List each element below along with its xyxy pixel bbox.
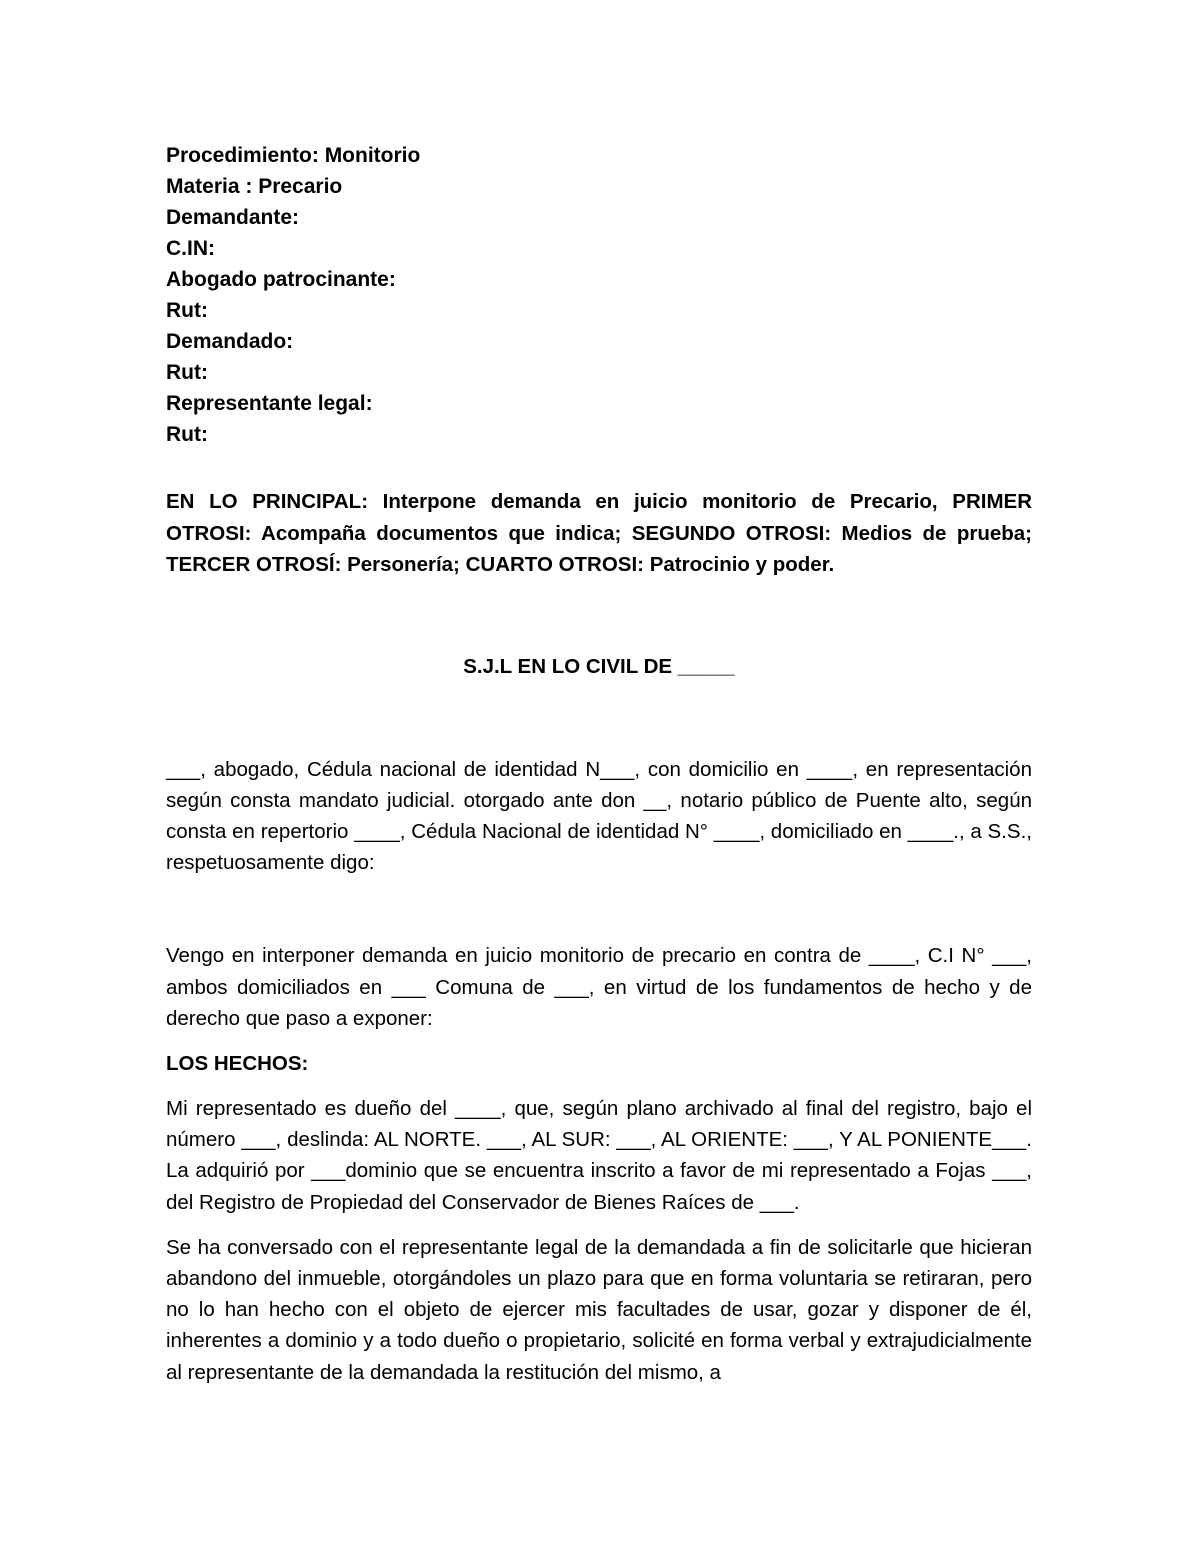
header-demandado: Demandado: bbox=[166, 330, 294, 353]
header-representante: Representante legal: bbox=[166, 392, 373, 415]
header-rut-representante: Rut: bbox=[166, 423, 208, 446]
hechos-paragraph-1: Mi representado es dueño del ____, que, según plano archivado al final del registro, bajo el número ___, deslinda: AL NORTE. ___, AL SUR: ___, AL ORIENTE: ___, Y AL PONIENTE___. La adquirió por ___dominio que se encuentra inscrito a favor de mi representado a Fojas ___, del Registro de Propiedad del Conservador de Bienes Raíces de ___. bbox=[166, 1096, 1032, 1214]
petition-paragraph: Vengo en interponer demanda en juicio monitorio de precario en contra de ____, C.I N° ___, ambos domiciliados en ___ Comuna de ___, en virtud de los fundamentos de hecho y de derecho que paso a exponer: bbox=[166, 944, 1032, 1030]
header-abogado: Abogado patrocinante: bbox=[166, 268, 396, 291]
header-rut-abogado: Rut: bbox=[166, 299, 208, 322]
section-title-hechos: LOS HECHOS: bbox=[166, 1051, 309, 1075]
case-header bbox=[166, 140, 1032, 450]
header-demandante: Demandante: bbox=[166, 206, 300, 229]
header-rut-demandado: Rut: bbox=[166, 361, 208, 384]
intro-paragraph: ___, abogado, Cédula nacional de identidad N___, con domicilio en ____, en representación según consta mandato judicial. otorgado ante don __, notario público de Puente alto, según consta en repertorio ____, Cédula Nacional de identidad N° ____, domiciliado en ____., a S.S., respetuosamente digo: bbox=[166, 757, 1032, 875]
header-procedimiento: Procedimiento: Monitorio bbox=[166, 144, 421, 167]
header-materia: Materia : Precario bbox=[166, 175, 343, 198]
header-cin: C.IN: bbox=[166, 237, 215, 260]
hechos-paragraph-2: Se ha conversado con el representante legal de la demandada a fin de solicitarle que hicieran abandono del inmueble, otorgándoles un plazo para que en forma voluntaria se retiraran, pero no lo han hecho con el objeto de ejercer mis facultades de usar, gozar y disponer de él, inherentes a dominio y a todo dueño o propietario, solicité en forma verbal y extrajudicialmente al representante de la demandada la restitución del mismo, a bbox=[166, 1235, 1032, 1384]
tribunal-heading: S.J.L EN LO CIVIL DE _____ bbox=[463, 654, 735, 678]
sumilla: EN LO PRINCIPAL: Interpone demanda en juicio monitorio de Precario, PRIMER OTROSI: Acompaña documentos que indica; SEGUNDO OTROSI: Medios de prueba; TERCER OTROSÍ: Personería; CUARTO OTROSI: Patrocinio y poder. bbox=[166, 490, 1032, 576]
